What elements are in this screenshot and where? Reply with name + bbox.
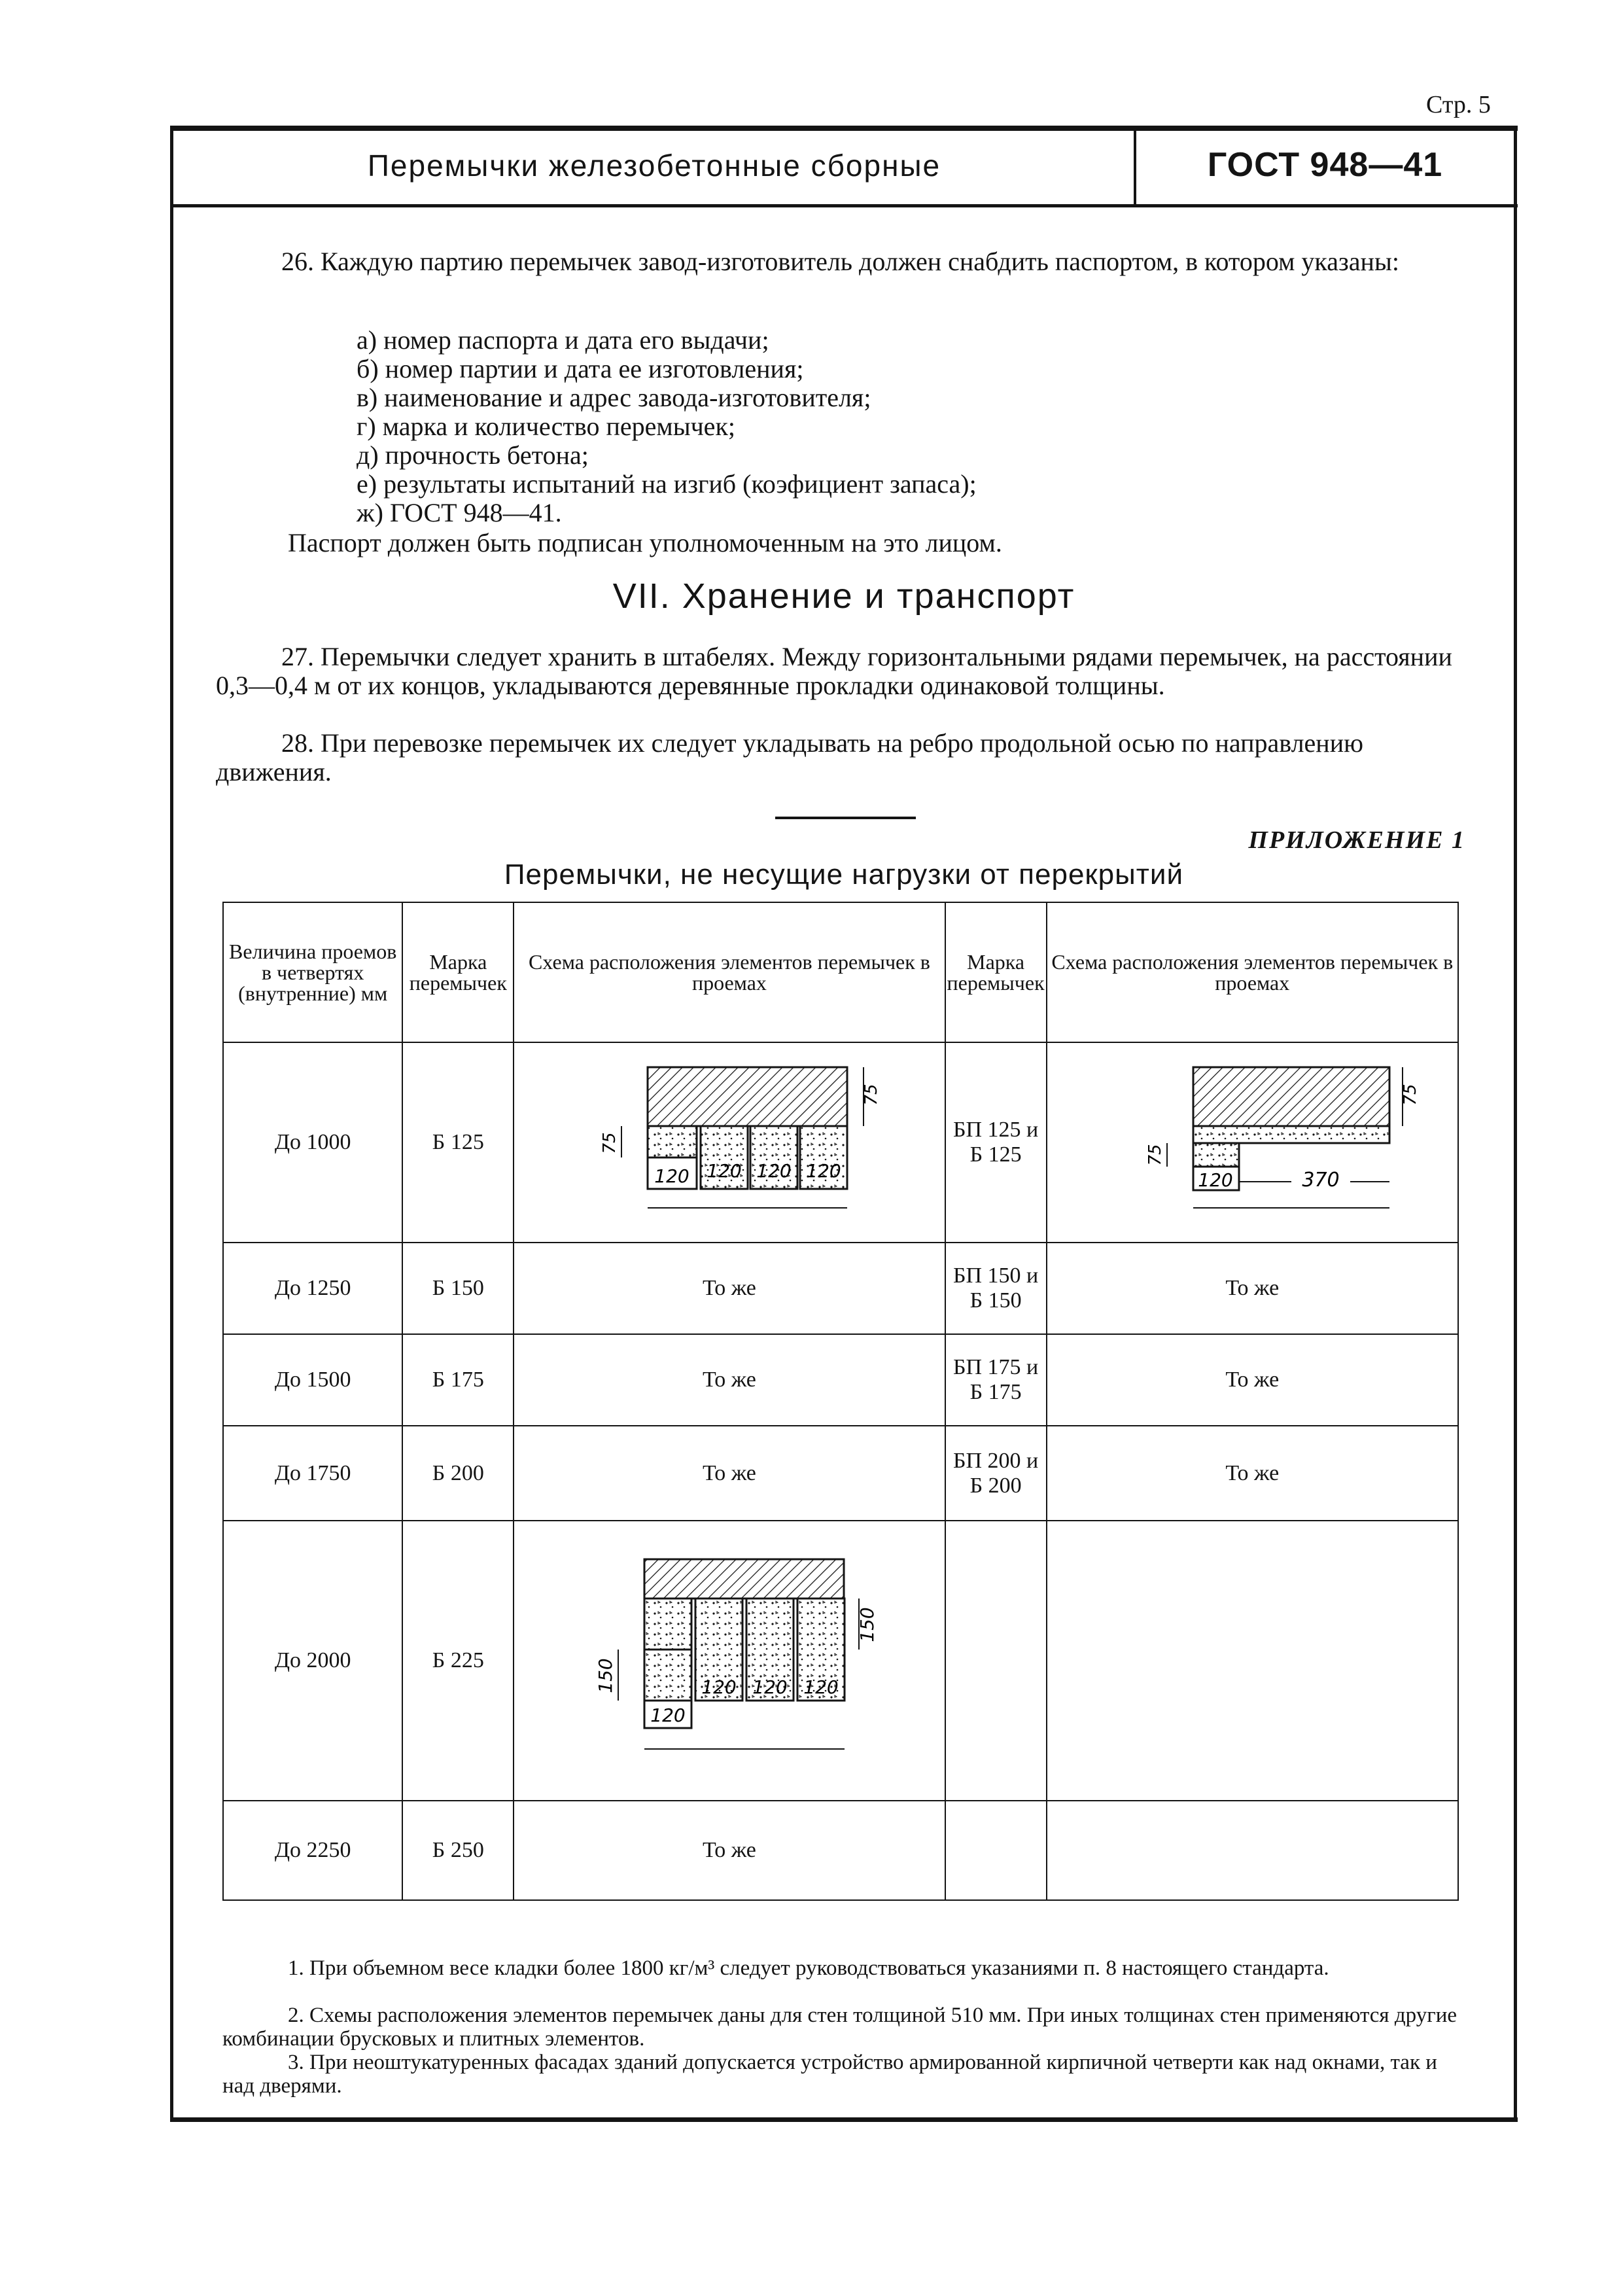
dimension-label: 75 xyxy=(861,1084,881,1106)
header-opening: Величина проемов в четвертях (внутренние) мм xyxy=(223,902,402,1042)
paragraph-27: 27. Перемычки следует хранить в штабелях. Между горизонтальными рядами перемычек, на расстоянии 0,3—0,4 м от их концов, укладываются деревянные прокладки одинаковой толщины. xyxy=(216,642,1452,700)
dimension-label: 150 xyxy=(856,1607,878,1642)
list-item: б) номер партии и дата ее изготовления; xyxy=(357,354,804,383)
appendix-label: ПРИЛОЖЕНИЕ 1 xyxy=(1248,826,1465,854)
standard-number: ГОСТ 948—41 xyxy=(1207,146,1443,184)
lintel-plate xyxy=(1193,1126,1389,1143)
frame-top-rule xyxy=(170,126,1518,131)
scheme-cell xyxy=(1047,1042,1458,1243)
dimension-label: 370 xyxy=(1302,1169,1340,1192)
list-item: в) наименование и адрес завода-изготовителя; xyxy=(357,383,871,412)
table-row xyxy=(223,1426,1458,1521)
opening-cell: До 1500 xyxy=(223,1334,402,1426)
list-item: е) результаты испытаний на изгиб (коэфициент запаса); xyxy=(357,469,977,499)
scheme-cell: То же xyxy=(514,1243,945,1334)
page-number: Стр. 5 xyxy=(1426,91,1491,118)
mark-cell: Б 175 xyxy=(402,1334,514,1426)
opening-cell: До 1250 xyxy=(223,1243,402,1334)
dimension-label: 120 xyxy=(752,1676,788,1698)
dimension-label: 120 xyxy=(756,1160,792,1182)
scheme-cell xyxy=(514,1521,945,1801)
frame-bottom-rule xyxy=(170,2117,1518,2122)
scheme-cell: То же xyxy=(1047,1426,1458,1521)
header-mark: Марка перемычек xyxy=(945,902,1047,1042)
mark-cell: Б 150 xyxy=(402,1243,514,1334)
mark-cell: Б 200 xyxy=(402,1426,514,1521)
opening-cell: До 1000 xyxy=(223,1042,402,1243)
header-scheme: Схема расположения элементов перемычек в проемах xyxy=(1047,902,1458,1042)
scheme-cell xyxy=(1047,1521,1458,1801)
mark-cell: Б 225 xyxy=(402,1521,514,1801)
scheme-cell: То же xyxy=(514,1801,945,1900)
mark-cell: БП 125 и Б 125 xyxy=(945,1042,1047,1243)
document-title: Перемычки железобетонные сборные xyxy=(367,149,941,183)
lintel-block xyxy=(648,1126,697,1157)
header-scheme: Схема расположения элементов перемычек в проемах xyxy=(514,902,945,1042)
opening-cell: До 2250 xyxy=(223,1801,402,1900)
mark-cell: БП 200 и Б 200 xyxy=(945,1426,1047,1521)
header-mark: Марка перемычек xyxy=(402,902,514,1042)
mark-cell xyxy=(945,1801,1047,1900)
dimension-label: 120 xyxy=(701,1676,737,1698)
table-header-row xyxy=(223,902,1458,1042)
scheme-cell xyxy=(1047,1801,1458,1900)
table-row xyxy=(223,1042,1458,1243)
table-row xyxy=(223,1243,1458,1334)
mark-cell: БП 150 и Б 150 xyxy=(945,1243,1047,1334)
list-item: г) марка и количество перемычек; xyxy=(357,412,735,441)
opening-cell: До 2000 xyxy=(223,1521,402,1801)
dimension-label: 120 xyxy=(1198,1169,1234,1191)
list-item: а) номер паспорта и дата его выдачи; xyxy=(357,325,769,355)
passport-note: Паспорт должен быть подписан уполномоченным на это лицом. xyxy=(288,528,1002,557)
dimension-label: 150 xyxy=(594,1658,616,1693)
dimension-label: 75 xyxy=(1145,1144,1166,1166)
lintel-table xyxy=(222,902,1459,1901)
table-row xyxy=(223,1801,1458,1900)
lintel-block xyxy=(644,1650,691,1701)
mark-cell: БП 175 и Б 175 xyxy=(945,1334,1047,1426)
list-item: ж) ГОСТ 948—41. xyxy=(357,498,562,527)
frame-left-rule xyxy=(170,126,173,2121)
scheme-cell xyxy=(514,1042,945,1243)
scheme-cell: То же xyxy=(514,1426,945,1521)
scheme-cell: То же xyxy=(1047,1334,1458,1426)
scheme-cell: То же xyxy=(514,1334,945,1426)
footnote: 1. При объемном весе кладки более 1800 кг/м³ следует руководствоваться указаниями п. 8 настоящего стандарта. xyxy=(288,1956,1329,1980)
dimension-label: 120 xyxy=(806,1160,841,1182)
table-row xyxy=(223,1521,1458,1801)
separator-rule xyxy=(775,817,916,819)
paragraph-26: 26. Каждую партию перемычек завод-изготовитель должен снабдить паспортом, в котором указаны: xyxy=(281,247,1399,276)
wall-hatch xyxy=(644,1559,844,1598)
lintel-scheme-diagram xyxy=(546,1527,913,1795)
footnote: 3. При неоштукатуренных фасадах зданий допускается устройство армированной кирпичной четверти как над окнами, так и над дверями. xyxy=(222,2051,1437,2098)
dimension-label: 75 xyxy=(1401,1084,1421,1106)
dimension-label: 120 xyxy=(654,1165,689,1187)
list-item: д) прочность бетона; xyxy=(357,440,589,470)
frame-right-rule xyxy=(1514,126,1517,2121)
dimension-label: 120 xyxy=(707,1160,742,1182)
paragraph-28: 28. При перевозке перемычек их следует укладывать на ребро продольной осью по направлению движения. xyxy=(216,728,1364,786)
wall-hatch xyxy=(1193,1067,1389,1126)
lintel-block xyxy=(644,1598,691,1650)
table-row xyxy=(223,1334,1458,1426)
opening-cell: До 1750 xyxy=(223,1426,402,1521)
header-rule xyxy=(170,204,1518,207)
section-heading: VII. Хранение и транспорт xyxy=(612,576,1075,616)
dimension-label: 75 xyxy=(599,1132,620,1154)
wall-hatch xyxy=(648,1067,847,1126)
lintel-scheme-diagram xyxy=(546,1048,913,1237)
mark-cell xyxy=(945,1521,1047,1801)
scheme-cell: То же xyxy=(1047,1243,1458,1334)
table-title: Перемычки, не несущие нагрузки от перекрытий xyxy=(504,858,1184,891)
mark-cell: Б 250 xyxy=(402,1801,514,1900)
mark-cell: Б 125 xyxy=(402,1042,514,1243)
lintel-block xyxy=(1193,1143,1239,1167)
footnote: 2. Схемы расположения элементов перемычек даны для стен толщиной 510 мм. При иных толщинах стен применяются другие комбинации брусковых и плитных элементов. xyxy=(222,2004,1457,2051)
lintel-plate-scheme-diagram xyxy=(1075,1048,1429,1237)
dimension-label: 120 xyxy=(803,1676,839,1698)
dimension-label: 120 xyxy=(650,1704,686,1726)
